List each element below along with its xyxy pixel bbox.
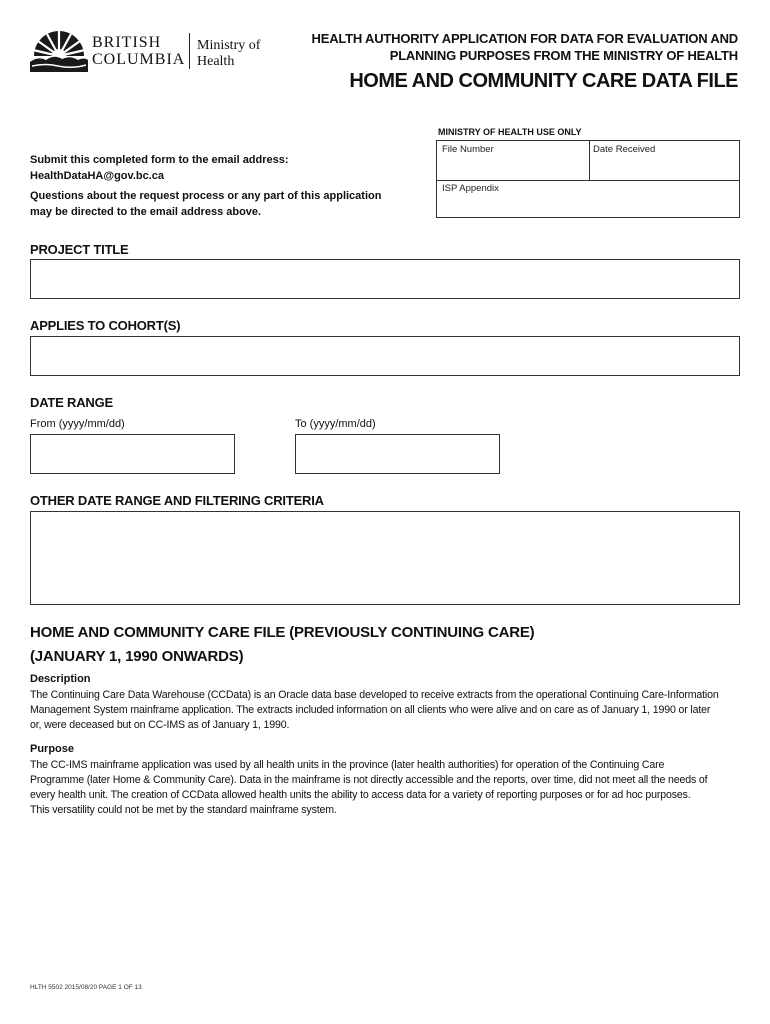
- date-range-heading: DATE RANGE: [30, 395, 113, 410]
- purpose-line: This versatility could not be met by the standard mainframe system.: [30, 804, 337, 816]
- purpose-line: Programme (later Home & Community Care). Data in the mainframe is not directly accessible and the reports, over time, did not meet all the needs of: [30, 774, 708, 786]
- submit-instructions: [30, 152, 289, 184]
- logo-divider: [189, 33, 190, 69]
- to-label: To (yyyy/mm/dd): [295, 418, 376, 430]
- questions-line2: may be directed to the email address above.: [30, 206, 262, 218]
- from-label: From (yyyy/mm/dd): [30, 418, 125, 430]
- header-line2: PLANNING PURPOSES FROM THE MINISTRY OF HEALTH: [389, 48, 738, 63]
- project-title-field[interactable]: [30, 259, 740, 299]
- ministry-use-table: [436, 140, 740, 218]
- sun-mountain-icon: [28, 30, 90, 72]
- description-line: or, were deceased but on CC-IMS as of January 1, 1990.: [30, 719, 290, 731]
- description-text: [30, 688, 742, 733]
- from-date-field[interactable]: [30, 434, 235, 474]
- applies-to-field[interactable]: [30, 336, 740, 376]
- province-line1: BRITISH: [92, 34, 162, 51]
- province-name: [92, 34, 185, 68]
- bc-logo: [28, 30, 90, 72]
- care-file-heading-line1: HOME AND COMMUNITY CARE FILE (PREVIOUSLY CONTINUING CARE): [30, 624, 535, 641]
- page-title: HOME AND COMMUNITY CARE DATA FILE: [349, 70, 738, 92]
- questions-line1: Questions about the request process or any part of this application: [30, 190, 382, 202]
- other-date-field[interactable]: [30, 511, 740, 605]
- submit-email[interactable]: HealthDataHA@gov.bc.ca: [30, 170, 164, 182]
- file-number-label: File Number: [442, 144, 494, 155]
- purpose-line: The CC-IMS mainframe application was used by all health units in the province (later health authorities) for operation of the Continuing Care: [30, 759, 665, 771]
- description-line: Management System mainframe application. The extracts included information on all clients who were alive and on care as of January 1, 1990 or later: [30, 704, 711, 716]
- province-line2: COLUMBIA: [92, 51, 186, 68]
- care-file-heading-line2: (JANUARY 1, 1990 ONWARDS): [30, 648, 244, 665]
- cell-divider: [589, 141, 590, 180]
- purpose-line: every health unit. The creation of CCData allowed health units the ability to access data for a variety of reporting purposes or for ad hoc purposes.: [30, 789, 691, 801]
- applies-to-heading: APPLIES TO COHORT(S): [30, 318, 181, 333]
- project-title-heading: PROJECT TITLE: [30, 242, 129, 257]
- purpose-label: Purpose: [30, 743, 75, 755]
- isp-appendix-label: ISP Appendix: [442, 183, 499, 194]
- form-footer: HLTH 5502 2015/08/20 PAGE 1 OF 13: [30, 984, 142, 991]
- ministry-line1: Ministry of: [197, 38, 261, 53]
- ministry-line2: Health: [197, 54, 235, 69]
- row-divider: [437, 180, 739, 181]
- submit-line: Submit this completed form to the email address:: [30, 154, 289, 166]
- purpose-text: [30, 758, 742, 818]
- description-line: The Continuing Care Data Warehouse (CCData) is an Oracle data base developed to receive extracts from the operational Continuing Care-Information: [30, 689, 719, 701]
- to-date-field[interactable]: [295, 434, 500, 474]
- ministry-use-label: MINISTRY OF HEALTH USE ONLY: [438, 127, 582, 137]
- ministry-name: [197, 38, 260, 70]
- date-received-label: Date Received: [593, 144, 656, 155]
- questions-text: [30, 188, 381, 220]
- other-date-heading: OTHER DATE RANGE AND FILTERING CRITERIA: [30, 493, 324, 508]
- description-label: Description: [30, 673, 91, 685]
- header-line1: HEALTH AUTHORITY APPLICATION FOR DATA FOR EVALUATION AND: [311, 31, 738, 46]
